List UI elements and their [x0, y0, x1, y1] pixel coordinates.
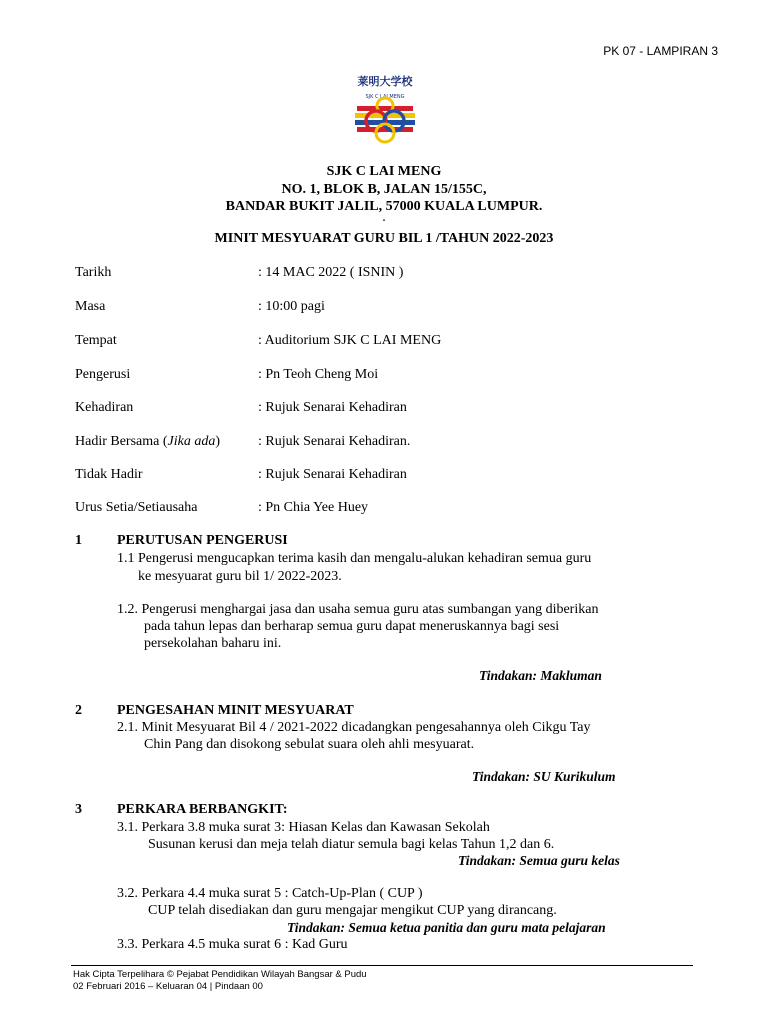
logo-chinese-text: 莱明大学校	[357, 75, 413, 88]
section-1-p2-line3: persekolahan baharu ini.	[144, 636, 282, 651]
hadir-bersama-italic: Jika ada	[167, 434, 216, 449]
detail-value-masa: : 10:00 pagi	[258, 299, 325, 314]
school-logo-emblem	[345, 72, 425, 152]
section-3-item1-line2: Susunan kerusi dan meja telah diatur semula bagi kelas Tahun 1,2 dan 6.	[148, 837, 555, 852]
logo-stripe-red	[357, 106, 413, 111]
section-2-title: PENGESAHAN MINIT MESYUARAT	[117, 703, 354, 718]
detail-value-pengerusi: : Pn Teoh Cheng Moi	[258, 367, 379, 382]
section-1-p1-line2: ke mesyuarat guru bil 1/ 2022-2023.	[138, 569, 342, 584]
meeting-title: MINIT MESYUARAT GURU BIL 1 /TAHUN 2022-2023	[214, 231, 554, 246]
detail-label-tidak-hadir: Tidak Hadir	[75, 467, 143, 482]
detail-value-hadir-bersama: : Rujuk Senarai Kehadiran.	[258, 434, 411, 449]
section-2-p1-line1: 2.1. Minit Mesyuarat Bil 4 / 2021-2022 dicadangkan pengesahannya oleh Cikgu Tay	[117, 720, 591, 735]
document-reference: PK 07 - LAMPIRAN 3	[603, 44, 718, 58]
section-3-item2-action: Tindakan: Semua ketua panitia dan guru mata pelajaran	[287, 920, 606, 935]
detail-label-hadir-bersama	[75, 434, 220, 450]
detail-label-kehadiran: Kehadiran	[75, 400, 134, 415]
section-1-title: PERUTUSAN PENGERUSI	[117, 533, 288, 548]
section-3-item2-line2: CUP telah disediakan dan guru mengajar mengikut CUP yang dirancang.	[148, 903, 557, 918]
school-address-line1: NO. 1, BLOK B, JALAN 15/155C,	[281, 182, 487, 197]
section-1-action: Tindakan: Makluman	[479, 668, 602, 683]
hadir-bersama-text: Hadir Bersama (	[75, 434, 168, 449]
school-address-line2: BANDAR BUKIT JALIL, 57000 KUALA LUMPUR.	[225, 199, 543, 214]
section-1-p1-line1: 1.1 Pengerusi mengucapkan terima kasih dan mengalu-alukan kehadiran semua guru	[117, 551, 592, 566]
detail-value-kehadiran: : Rujuk Senarai Kehadiran	[258, 400, 407, 415]
school-name: SJK C LAI MENG	[326, 164, 442, 179]
detail-label-urus-setia: Urus Setia/Setiausaha	[75, 500, 198, 515]
header-dot: .	[382, 213, 386, 224]
hadir-bersama-close: )	[215, 434, 221, 449]
logo-arc-text: SJK C LAI MENG	[365, 94, 405, 100]
section-1-p2-line2: pada tahun lepas dan berharap semua guru dapat meneruskannya bagi sesi	[144, 619, 560, 634]
section-3-item3-line1: 3.3. Perkara 4.5 muka surat 6 : Kad Guru	[117, 937, 348, 952]
section-1-p2-line1: 1.2. Pengerusi menghargai jasa dan usaha semua guru atas sumbangan yang diberikan	[117, 602, 599, 617]
footer-rule	[71, 965, 693, 966]
detail-label-tarikh: Tarikh	[75, 265, 112, 280]
section-3-item2-line1: 3.2. Perkara 4.4 muka surat 5 : Catch-Up-Plan ( CUP )	[117, 886, 423, 901]
detail-value-urus-setia: : Pn Chia Yee Huey	[258, 500, 369, 515]
section-2-p1-line2: Chin Pang dan disokong sebulat suara oleh ahli mesyuarat.	[144, 737, 475, 752]
section-3-item1-line1: 3.1. Perkara 3.8 muka surat 3: Hiasan Kelas dan Kawasan Sekolah	[117, 820, 490, 835]
footer-version: 02 Februari 2016 – Keluaran 04 | Pindaan 00	[73, 981, 263, 992]
detail-value-tarikh: : 14 MAC 2022 ( ISNIN )	[258, 265, 404, 280]
footer-copyright: Hak Cipta Terpelihara © Pejabat Pendidikan Wilayah Bangsar & Pudu	[73, 969, 367, 980]
section-2-action: Tindakan: SU Kurikulum	[472, 769, 616, 784]
section-1-number: 1	[75, 533, 82, 548]
detail-value-tidak-hadir: : Rujuk Senarai Kehadiran	[258, 467, 407, 482]
detail-label-tempat: Tempat	[75, 333, 117, 348]
school-logo	[345, 72, 425, 152]
section-3-title: PERKARA BERBANGKIT:	[117, 802, 288, 817]
detail-label-masa: Masa	[75, 299, 106, 314]
section-3-item1-action: Tindakan: Semua guru kelas	[458, 853, 620, 868]
section-3-number: 3	[75, 802, 82, 817]
detail-value-tempat: : Auditorium SJK C LAI MENG	[258, 333, 442, 348]
section-2-number: 2	[75, 703, 82, 718]
detail-label-pengerusi: Pengerusi	[75, 367, 131, 382]
